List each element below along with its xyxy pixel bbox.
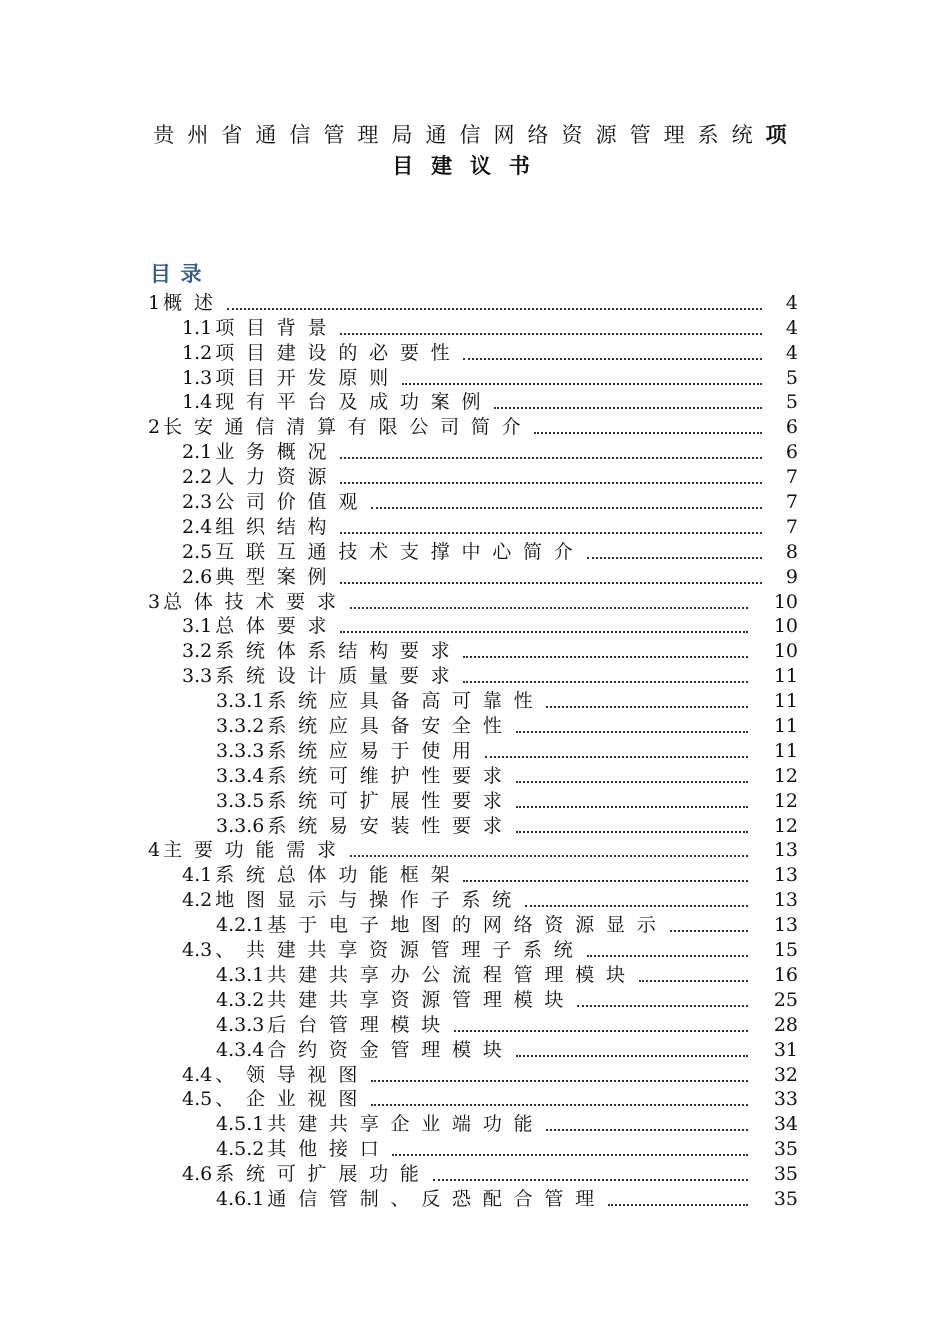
toc-entry-page: 12 bbox=[773, 764, 798, 787]
toc-entry-number: 4.5.2 bbox=[216, 1138, 265, 1161]
toc-entry[interactable] bbox=[148, 1186, 798, 1211]
document-title bbox=[150, 120, 790, 182]
toc-entry[interactable] bbox=[148, 390, 798, 415]
toc-entry-page: 32 bbox=[773, 1063, 798, 1086]
toc-leader-dots bbox=[525, 904, 748, 907]
toc-entry-title: 共建共享企业端功能 bbox=[267, 1113, 545, 1136]
toc-entry-page: 13 bbox=[773, 914, 798, 937]
toc-entry-number: 3.3.6 bbox=[216, 814, 265, 837]
toc-entry-page: 5 bbox=[785, 391, 798, 414]
toc-entry-number: 2.2 bbox=[182, 466, 213, 489]
toc-entry[interactable] bbox=[148, 638, 798, 663]
toc-entry-title: 互联互通技术支撑中心简介 bbox=[215, 540, 585, 563]
toc-entry-title: 系统应易于使用 bbox=[267, 739, 483, 762]
toc-leader-dots bbox=[340, 456, 762, 459]
toc-leader-dots bbox=[463, 655, 748, 658]
toc-entry-number: 3.1 bbox=[182, 615, 213, 638]
toc-entry-title: 概述 bbox=[163, 291, 225, 314]
toc-entry-title: 现有平台及成功案例 bbox=[215, 391, 493, 414]
toc-entry-number: 3.3.4 bbox=[216, 764, 265, 787]
toc-entry[interactable] bbox=[148, 439, 798, 464]
toc-leader-dots bbox=[485, 755, 748, 758]
toc-entry-page: 15 bbox=[773, 939, 798, 962]
title-line-1 bbox=[150, 120, 790, 151]
toc-entry-page: 25 bbox=[773, 988, 798, 1011]
toc-entry-title: 、企业视图 bbox=[215, 1088, 370, 1111]
toc-leader-dots bbox=[516, 1054, 748, 1057]
toc-entry-number: 1.4 bbox=[182, 391, 213, 414]
toc-entry-number: 3.2 bbox=[182, 640, 213, 663]
toc-entry-title: 后台管理模块 bbox=[267, 1013, 453, 1036]
toc-entry-page: 7 bbox=[785, 515, 798, 538]
toc-entry-number: 4.3.4 bbox=[216, 1038, 265, 1061]
toc-leader-dots bbox=[371, 506, 762, 509]
title-line-1-bold: 项 bbox=[765, 123, 787, 147]
toc-entry[interactable] bbox=[148, 589, 798, 614]
toc-entry-page: 13 bbox=[773, 889, 798, 912]
toc-entry-title: 系统应具备安全性 bbox=[267, 715, 514, 738]
toc-entry-number: 2.1 bbox=[182, 441, 213, 464]
toc-leader-dots bbox=[371, 1103, 748, 1106]
toc-entry-page: 10 bbox=[773, 640, 798, 663]
toc-entry[interactable] bbox=[148, 788, 798, 813]
toc-entry[interactable] bbox=[148, 564, 798, 589]
toc-entry-title: 业务概况 bbox=[215, 441, 339, 464]
toc-leader-dots bbox=[340, 332, 762, 335]
toc-entry-page: 11 bbox=[773, 739, 798, 762]
toc-leader-dots bbox=[227, 307, 762, 310]
toc-entry-title: 共建共享资源管理模块 bbox=[267, 988, 576, 1011]
toc-entry-title: 、共建共享资源管理子系统 bbox=[215, 939, 585, 962]
toc-entry-number: 2 bbox=[148, 416, 161, 439]
toc-leader-dots bbox=[608, 1203, 748, 1206]
toc-leader-dots bbox=[371, 1079, 748, 1082]
toc-leader-dots bbox=[433, 1178, 748, 1181]
toc-entry-number: 4.4 bbox=[182, 1063, 213, 1086]
toc-leader-dots bbox=[463, 357, 762, 360]
toc-leader-dots bbox=[340, 481, 762, 484]
toc-entry-number: 4 bbox=[148, 839, 161, 862]
toc-entry[interactable] bbox=[148, 738, 798, 763]
toc-entry[interactable] bbox=[148, 912, 798, 937]
toc-entry[interactable] bbox=[148, 315, 798, 340]
toc-entry[interactable] bbox=[148, 414, 798, 439]
table-of-contents bbox=[148, 290, 798, 1211]
toc-entry[interactable] bbox=[148, 1012, 798, 1037]
toc-heading: 目录 bbox=[150, 262, 211, 286]
toc-entry-page: 12 bbox=[773, 789, 798, 812]
toc-entry-title: 通信管制、反恐配合管理 bbox=[267, 1187, 606, 1210]
toc-entry-title: 项目背景 bbox=[215, 316, 339, 339]
toc-entry-page: 28 bbox=[773, 1013, 798, 1036]
toc-entry-page: 4 bbox=[785, 291, 798, 314]
toc-entry-number: 3.3.2 bbox=[216, 715, 265, 738]
toc-leader-dots bbox=[463, 879, 748, 882]
toc-entry-page: 10 bbox=[773, 615, 798, 638]
toc-leader-dots bbox=[494, 406, 762, 409]
toc-entry-title: 其他接口 bbox=[267, 1138, 391, 1161]
toc-leader-dots bbox=[639, 979, 748, 982]
toc-entry-page: 4 bbox=[785, 341, 798, 364]
toc-entry-page: 31 bbox=[773, 1038, 798, 1061]
toc-entry-number: 1.2 bbox=[182, 341, 213, 364]
toc-entry[interactable] bbox=[148, 663, 798, 688]
toc-entry-number: 2.4 bbox=[182, 515, 213, 538]
toc-leader-dots bbox=[340, 531, 762, 534]
toc-entry-title: 总体技术要求 bbox=[163, 590, 348, 613]
toc-entry-number: 1.1 bbox=[182, 316, 213, 339]
toc-entry-page: 10 bbox=[773, 590, 798, 613]
toc-entry-number: 3.3 bbox=[182, 665, 213, 688]
toc-entry-number: 4.6 bbox=[182, 1163, 213, 1186]
toc-entry-page: 34 bbox=[773, 1113, 798, 1136]
toc-entry-page: 11 bbox=[773, 665, 798, 688]
toc-leader-dots bbox=[463, 680, 748, 683]
toc-leader-dots bbox=[534, 431, 762, 434]
toc-leader-dots bbox=[340, 581, 762, 584]
toc-entry-title: 系统可扩展功能 bbox=[215, 1163, 431, 1186]
toc-entry-number: 4.3.3 bbox=[216, 1013, 265, 1036]
toc-entry-page: 13 bbox=[773, 839, 798, 862]
toc-entry[interactable] bbox=[148, 763, 798, 788]
toc-entry-title: 项目建设的必要性 bbox=[215, 341, 462, 364]
toc-entry-page: 12 bbox=[773, 814, 798, 837]
toc-entry[interactable] bbox=[148, 838, 798, 863]
toc-entry-number: 4.1 bbox=[182, 864, 213, 887]
toc-leader-dots bbox=[587, 954, 748, 957]
toc-entry-number: 3.3.5 bbox=[216, 789, 265, 812]
toc-entry[interactable] bbox=[148, 539, 798, 564]
toc-entry-title: 系统设计质量要求 bbox=[215, 665, 462, 688]
toc-entry-title: 地图显示与操作子系统 bbox=[215, 889, 524, 912]
toc-entry-title: 系统可扩展性要求 bbox=[267, 789, 514, 812]
toc-entry-number: 2.5 bbox=[182, 540, 213, 563]
toc-entry[interactable] bbox=[148, 614, 798, 639]
toc-entry-page: 6 bbox=[785, 441, 798, 464]
toc-entry-title: 主要功能需求 bbox=[163, 839, 348, 862]
toc-leader-dots bbox=[454, 1029, 748, 1032]
toc-entry-page: 33 bbox=[773, 1088, 798, 1111]
title-line-1-text: 贵州省通信管理局通信网络资源管理系统 bbox=[153, 123, 766, 147]
toc-entry-page: 13 bbox=[773, 864, 798, 887]
toc-entry-title: 基于电子地图的网络资源显示 bbox=[267, 914, 668, 937]
toc-entry[interactable] bbox=[148, 887, 798, 912]
toc-entry-page: 11 bbox=[773, 715, 798, 738]
toc-entry-page: 7 bbox=[785, 491, 798, 514]
toc-entry-number: 4.5.1 bbox=[216, 1113, 265, 1136]
toc-entry-page: 35 bbox=[773, 1163, 798, 1186]
toc-entry-number: 4.5 bbox=[182, 1088, 213, 1111]
toc-entry-page: 16 bbox=[773, 963, 798, 986]
toc-entry[interactable] bbox=[148, 489, 798, 514]
toc-leader-dots bbox=[350, 606, 748, 609]
toc-leader-dots bbox=[516, 780, 748, 783]
toc-entry-number: 4.3 bbox=[182, 939, 213, 962]
toc-entry-title: 长安通信清算有限公司简介 bbox=[163, 416, 533, 439]
toc-leader-dots bbox=[546, 705, 748, 708]
toc-entry-title: 系统可维护性要求 bbox=[267, 764, 514, 787]
toc-entry[interactable] bbox=[148, 962, 798, 987]
toc-entry-number: 4.2 bbox=[182, 889, 213, 912]
toc-entry[interactable] bbox=[148, 514, 798, 539]
toc-leader-dots bbox=[340, 630, 748, 633]
toc-entry[interactable] bbox=[148, 464, 798, 489]
toc-entry-page: 8 bbox=[785, 540, 798, 563]
toc-entry[interactable] bbox=[148, 1037, 798, 1062]
toc-entry-title: 组织结构 bbox=[215, 515, 339, 538]
toc-entry[interactable] bbox=[148, 1062, 798, 1087]
toc-entry-title: 总体要求 bbox=[215, 615, 339, 638]
toc-leader-dots bbox=[670, 929, 748, 932]
toc-entry-number: 3.3.3 bbox=[216, 739, 265, 762]
toc-entry-title: 人力资源 bbox=[215, 466, 339, 489]
toc-entry[interactable] bbox=[148, 290, 798, 315]
toc-entry-number: 4.3.1 bbox=[216, 963, 265, 986]
toc-entry-title: 系统易安装性要求 bbox=[267, 814, 514, 837]
toc-entry-page: 6 bbox=[785, 416, 798, 439]
toc-entry-page: 11 bbox=[773, 690, 798, 713]
toc-leader-dots bbox=[546, 1128, 748, 1131]
toc-entry-title: 合约资金管理模块 bbox=[267, 1038, 514, 1061]
toc-entry[interactable] bbox=[148, 813, 798, 838]
toc-entry[interactable] bbox=[148, 340, 798, 365]
toc-entry-title: 典型案例 bbox=[215, 565, 339, 588]
toc-entry-number: 4.6.1 bbox=[216, 1187, 265, 1210]
toc-entry-title: 系统体系结构要求 bbox=[215, 640, 462, 663]
toc-leader-dots bbox=[392, 1153, 748, 1156]
toc-leader-dots bbox=[402, 382, 762, 385]
toc-leader-dots bbox=[516, 805, 748, 808]
toc-entry-title: 系统总体功能框架 bbox=[215, 864, 462, 887]
toc-entry[interactable] bbox=[148, 713, 798, 738]
toc-entry-number: 1.3 bbox=[182, 366, 213, 389]
toc-leader-dots bbox=[577, 1004, 748, 1007]
toc-entry-number: 1 bbox=[148, 291, 161, 314]
toc-leader-dots bbox=[587, 556, 762, 559]
toc-entry-number: 3 bbox=[148, 590, 161, 613]
toc-entry-page: 4 bbox=[785, 316, 798, 339]
toc-entry-title: 公司价值观 bbox=[215, 491, 370, 514]
toc-leader-dots bbox=[350, 854, 748, 857]
toc-entry-title: 、领导视图 bbox=[215, 1063, 370, 1086]
toc-entry-page: 35 bbox=[773, 1138, 798, 1161]
toc-entry[interactable] bbox=[148, 987, 798, 1012]
toc-leader-dots bbox=[516, 830, 748, 833]
toc-entry[interactable] bbox=[148, 1111, 798, 1136]
toc-entry-title: 共建共享办公流程管理模块 bbox=[267, 963, 637, 986]
toc-entry[interactable] bbox=[148, 688, 798, 713]
toc-entry-page: 5 bbox=[785, 366, 798, 389]
toc-entry-number: 3.3.1 bbox=[216, 690, 265, 713]
toc-entry-number: 2.3 bbox=[182, 491, 213, 514]
toc-entry-page: 9 bbox=[785, 565, 798, 588]
toc-entry-page: 7 bbox=[785, 466, 798, 489]
toc-entry-number: 4.3.2 bbox=[216, 988, 265, 1011]
toc-entry-number: 2.6 bbox=[182, 565, 213, 588]
toc-entry-page: 35 bbox=[773, 1187, 798, 1210]
toc-entry[interactable] bbox=[148, 937, 798, 962]
toc-entry-title: 系统应具备高可靠性 bbox=[267, 690, 545, 713]
toc-entry[interactable] bbox=[148, 1136, 798, 1161]
toc-entry[interactable] bbox=[148, 365, 798, 390]
toc-entry[interactable] bbox=[148, 862, 798, 887]
toc-leader-dots bbox=[516, 730, 748, 733]
toc-entry-number: 4.2.1 bbox=[216, 914, 265, 937]
title-line-2: 目建议书 bbox=[392, 154, 548, 178]
toc-entry[interactable] bbox=[148, 1161, 798, 1186]
toc-entry-title: 项目开发原则 bbox=[215, 366, 400, 389]
toc-entry[interactable] bbox=[148, 1087, 798, 1112]
